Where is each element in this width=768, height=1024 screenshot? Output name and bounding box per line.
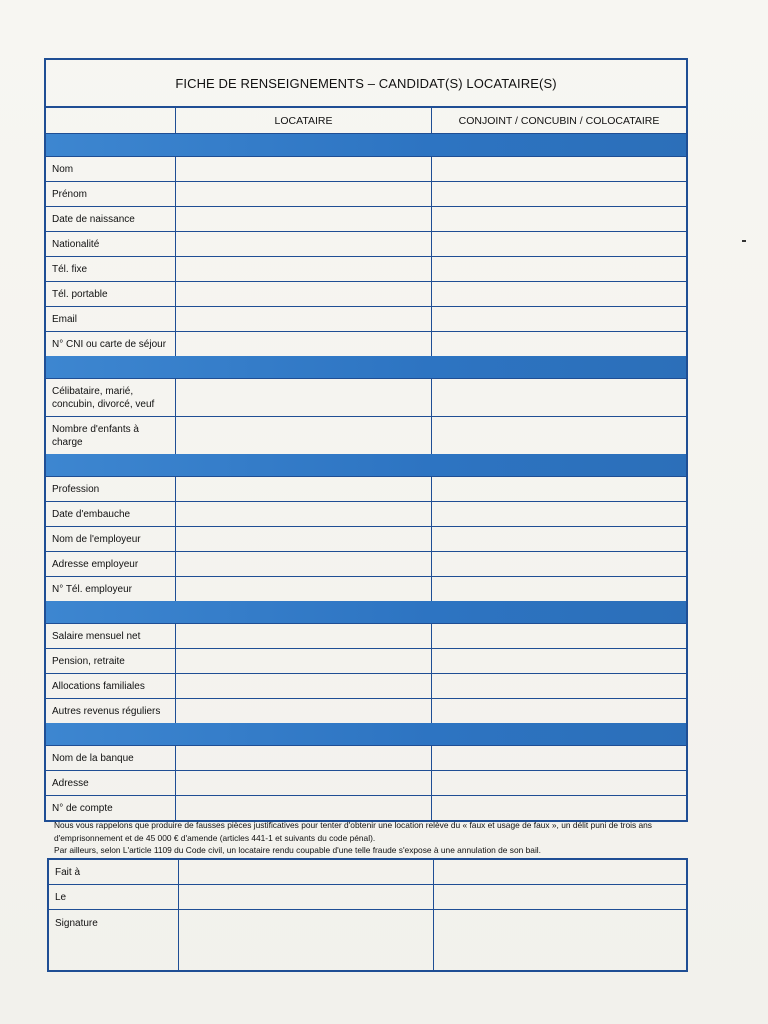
locataire-field[interactable] <box>176 796 432 820</box>
renseignements-form <box>44 58 688 822</box>
conjoint-field[interactable] <box>432 771 686 795</box>
header-locataire: LOCATAIRE <box>176 108 432 133</box>
form-row <box>46 182 686 207</box>
conjoint-field[interactable] <box>432 182 686 206</box>
conjoint-field[interactable] <box>432 332 686 356</box>
row-le <box>49 885 686 910</box>
field-signature-conjoint[interactable] <box>434 910 686 970</box>
column-header-row <box>46 108 686 134</box>
conjoint-field[interactable] <box>432 746 686 770</box>
locataire-field[interactable] <box>176 502 432 526</box>
locataire-field[interactable] <box>176 771 432 795</box>
form-title: FICHE DE RENSEIGNEMENTS – CANDIDAT(S) LOCATAIRE(S) <box>46 60 686 108</box>
field-fait-a-locataire[interactable] <box>179 860 434 884</box>
row-signature <box>49 910 686 970</box>
form-row <box>46 502 686 527</box>
section-band-family <box>46 356 686 379</box>
row-label: Prénom <box>46 182 176 206</box>
conjoint-field[interactable] <box>432 674 686 698</box>
conjoint-field[interactable] <box>432 624 686 648</box>
form-row <box>46 746 686 771</box>
form-row <box>46 674 686 699</box>
conjoint-field[interactable] <box>432 796 686 820</box>
locataire-field[interactable] <box>176 477 432 501</box>
section-family <box>46 379 686 454</box>
label-le: Le <box>49 885 179 909</box>
locataire-field[interactable] <box>176 552 432 576</box>
field-signature-locataire[interactable] <box>179 910 434 970</box>
field-le-conjoint[interactable] <box>434 885 686 909</box>
header-conjoint: CONJOINT / CONCUBIN / COLOCATAIRE <box>458 114 660 127</box>
form-row <box>46 699 686 723</box>
row-label: Nationalité <box>46 232 176 256</box>
form-row <box>46 577 686 601</box>
row-label: N° Tél. employeur <box>46 577 176 601</box>
row-label: Adresse employeur <box>46 552 176 576</box>
conjoint-field[interactable] <box>432 577 686 601</box>
conjoint-field[interactable] <box>432 477 686 501</box>
form-row <box>46 477 686 502</box>
legal-notice <box>54 819 694 857</box>
form-row <box>46 207 686 232</box>
section-band-bank <box>46 723 686 746</box>
conjoint-field[interactable] <box>432 232 686 256</box>
locataire-field[interactable] <box>176 674 432 698</box>
row-label: Tél. fixe <box>46 257 176 281</box>
conjoint-field[interactable] <box>432 699 686 723</box>
form-row <box>46 417 686 454</box>
header-empty <box>46 108 176 133</box>
form-row <box>46 771 686 796</box>
form-row <box>46 527 686 552</box>
locataire-field[interactable] <box>176 157 432 181</box>
row-label: Date d'embauche <box>46 502 176 526</box>
conjoint-field[interactable] <box>432 417 686 454</box>
row-label: Nom de l'employeur <box>46 527 176 551</box>
locataire-field[interactable] <box>176 232 432 256</box>
field-le-locataire[interactable] <box>179 885 434 909</box>
locataire-field[interactable] <box>176 649 432 673</box>
notice-line-2: Par ailleurs, selon L'article 1109 du Code civil, un locataire rendu coupable d'une telle fraude s'expose à une annulation de son bail. <box>54 845 541 855</box>
row-label: Nom de la banque <box>46 746 176 770</box>
section-band-income <box>46 601 686 624</box>
row-label: Autres revenus réguliers <box>46 699 176 723</box>
form-row <box>46 796 686 820</box>
section-band-employment <box>46 454 686 477</box>
form-row <box>46 379 686 417</box>
label-signature: Signature <box>49 910 179 970</box>
conjoint-field[interactable] <box>432 552 686 576</box>
form-row <box>46 649 686 674</box>
conjoint-field[interactable] <box>432 207 686 231</box>
conjoint-field[interactable] <box>432 502 686 526</box>
row-label: Nom <box>46 157 176 181</box>
locataire-field[interactable] <box>176 182 432 206</box>
form-row <box>46 624 686 649</box>
row-label: Date de naissance <box>46 207 176 231</box>
row-label: Email <box>46 307 176 331</box>
locataire-field[interactable] <box>176 746 432 770</box>
row-label: N° de compte <box>46 796 176 820</box>
row-label: N° CNI ou carte de séjour <box>46 332 176 356</box>
row-label: Tél. portable <box>46 282 176 306</box>
form-row <box>46 157 686 182</box>
form-row <box>46 332 686 356</box>
section-income <box>46 624 686 723</box>
section-identity <box>46 157 686 356</box>
locataire-field[interactable] <box>176 332 432 356</box>
locataire-field[interactable] <box>176 307 432 331</box>
locataire-field[interactable] <box>176 379 432 416</box>
field-fait-a-conjoint[interactable] <box>434 860 686 884</box>
row-label: Nombre d'enfants à charge <box>46 417 176 454</box>
notice-line-1: Nous vous rappelons que produire de fausses pièces justificatives pour tenter d'obtenir une location relève du « faux et usage de faux », un délit puni de trois ans d'emprisonnement et de 45 000 € d'amende (articles 441-1 et suivants du code pénal). <box>54 820 652 843</box>
locataire-field[interactable] <box>176 577 432 601</box>
section-band-identity <box>46 134 686 157</box>
form-row <box>46 257 686 282</box>
conjoint-field[interactable] <box>432 527 686 551</box>
locataire-field[interactable] <box>176 527 432 551</box>
form-row <box>46 282 686 307</box>
locataire-field[interactable] <box>176 282 432 306</box>
row-label: Salaire mensuel net <box>46 624 176 648</box>
section-employment <box>46 477 686 601</box>
conjoint-field[interactable] <box>432 157 686 181</box>
conjoint-field[interactable] <box>432 257 686 281</box>
form-row <box>46 232 686 257</box>
conjoint-field[interactable] <box>432 307 686 331</box>
row-label: Pension, retraite <box>46 649 176 673</box>
row-label: Adresse <box>46 771 176 795</box>
form-row <box>46 552 686 577</box>
row-label: Profession <box>46 477 176 501</box>
locataire-field[interactable] <box>176 624 432 648</box>
signature-table <box>47 858 688 972</box>
locataire-field[interactable] <box>176 699 432 723</box>
conjoint-field[interactable] <box>432 649 686 673</box>
stray-mark <box>742 240 746 242</box>
locataire-field[interactable] <box>176 257 432 281</box>
conjoint-field[interactable] <box>432 379 686 416</box>
locataire-field[interactable] <box>176 207 432 231</box>
form-row <box>46 307 686 332</box>
conjoint-field[interactable] <box>432 282 686 306</box>
label-fait-a: Fait à <box>49 860 179 884</box>
section-bank <box>46 746 686 820</box>
row-label: Célibataire, marié, concubin, divorcé, veuf <box>46 379 176 416</box>
locataire-field[interactable] <box>176 417 432 454</box>
row-fait-a <box>49 860 686 885</box>
row-label: Allocations familiales <box>46 674 176 698</box>
